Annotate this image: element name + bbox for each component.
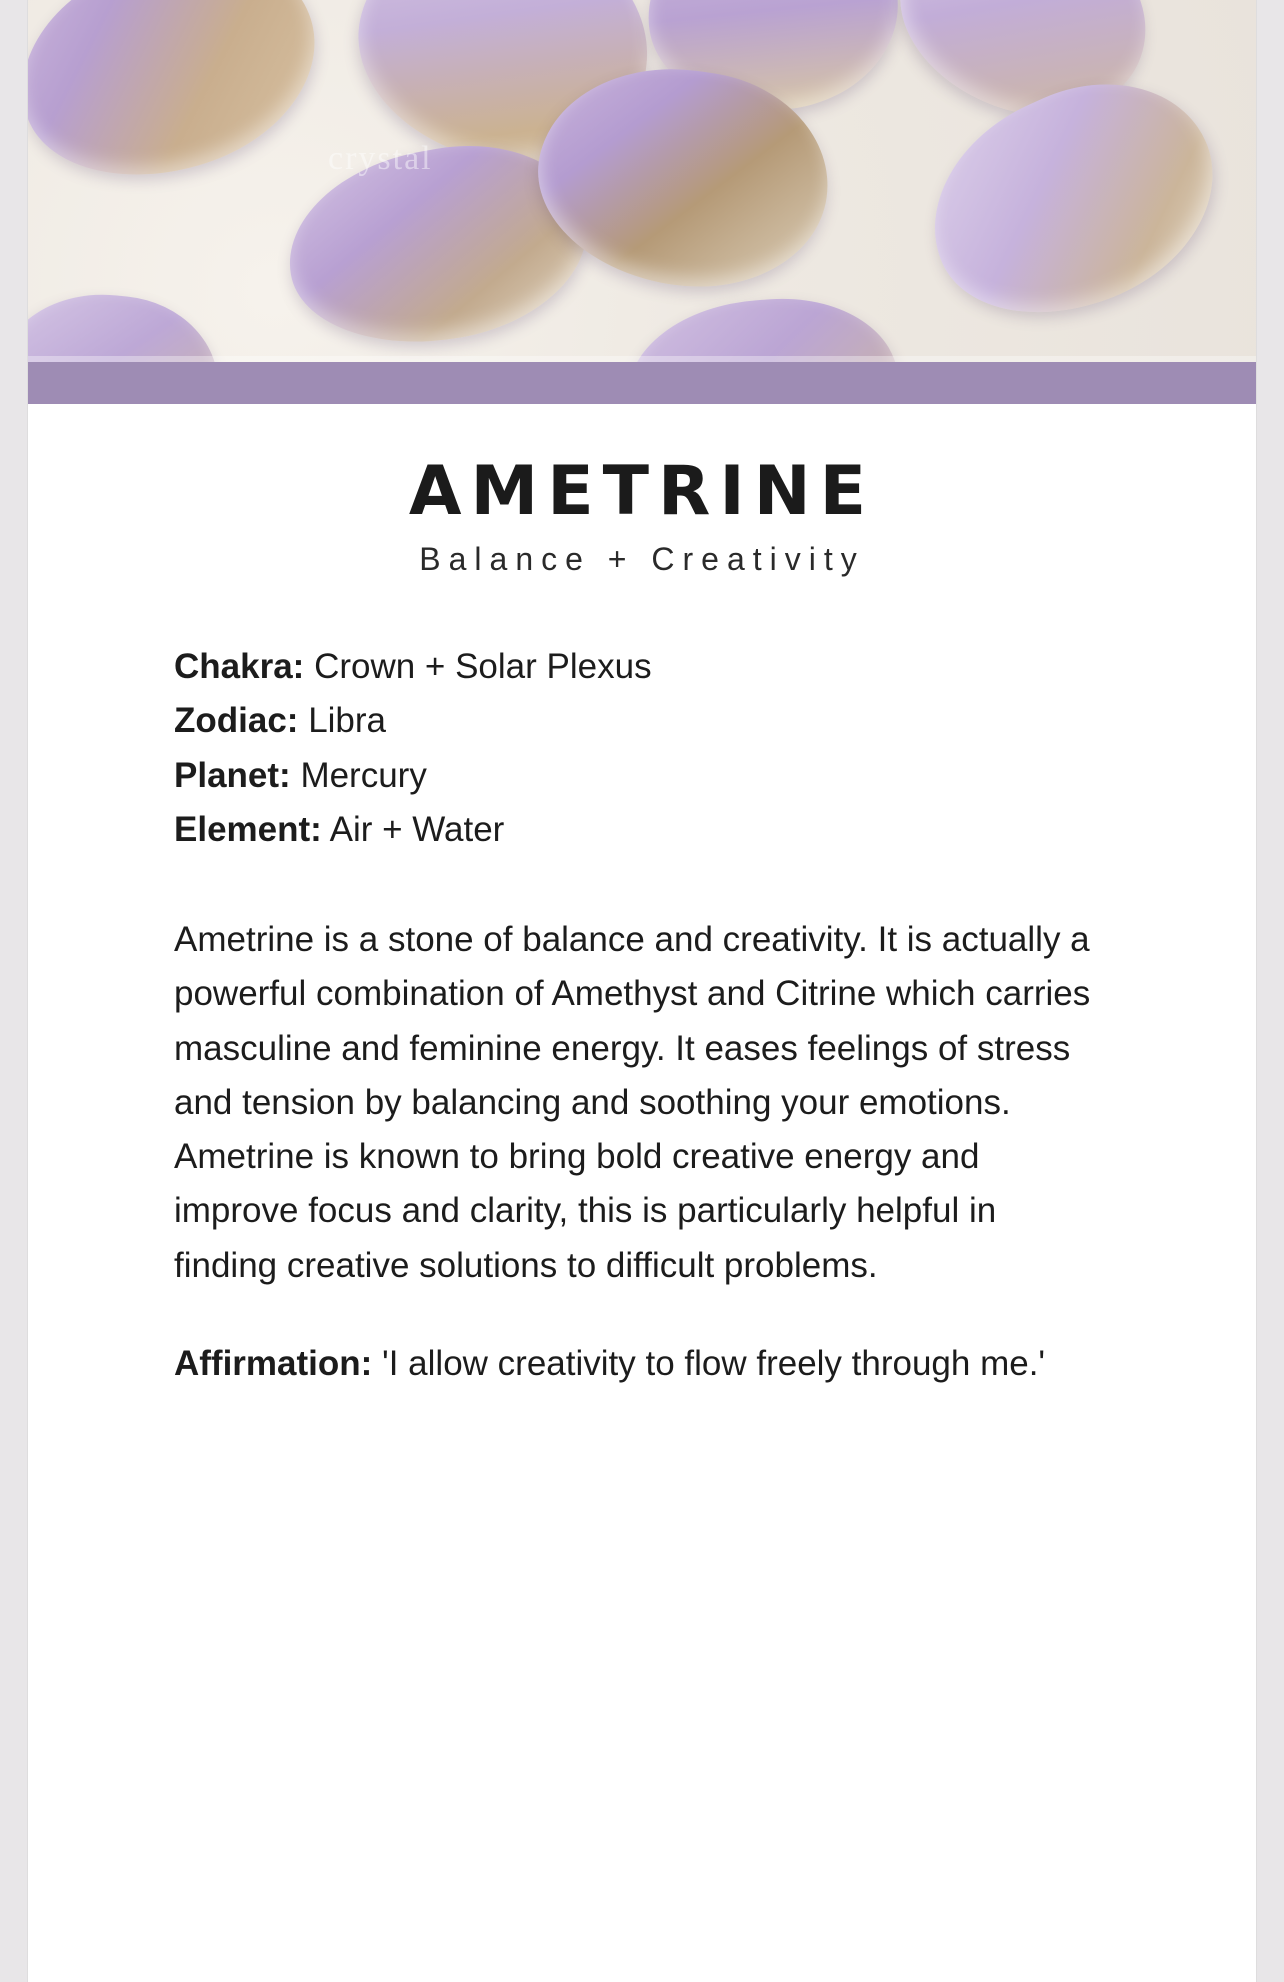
attribute-label: Chakra:	[174, 647, 305, 686]
page-subtitle: Balance + Creativity	[419, 541, 865, 577]
attribute-row-element	[174, 803, 1256, 857]
attribute-list	[28, 640, 1256, 857]
attribute-row-chakra	[174, 640, 1256, 694]
affirmation-label: Affirmation:	[174, 1343, 383, 1383]
affirmation-text: 'I allow creativity to flow freely through me.'	[382, 1343, 1046, 1383]
attribute-value: Mercury	[300, 755, 427, 795]
crystal-info-card	[28, 0, 1256, 1982]
photo-watermark: crystal	[328, 140, 433, 177]
attribute-value: Libra	[308, 701, 387, 741]
attribute-row-zodiac	[174, 694, 1256, 748]
crystal-photo	[28, 0, 1256, 362]
affirmation-block	[28, 1293, 1256, 1391]
attribute-value: Crown + Solar Plexus	[314, 647, 652, 686]
description-text: Ametrine is a stone of balance and creativity. It is actually a powerful combination of Amethyst and Citrine which carries masculine and feminine energy. It eases feelings of stress and tension by balancing and soothing your emotions. Ametrine is known to bring bold creative energy and improve focus and clarity, this is particularly helpful in finding creative solutions to difficult problems.	[174, 920, 1091, 1285]
accent-band	[28, 362, 1256, 404]
attribute-label: Planet:	[174, 755, 291, 795]
attribute-label: Element:	[174, 809, 322, 849]
photo-bottom-edge	[28, 356, 1256, 362]
attribute-value: Air + Water	[329, 809, 505, 849]
card-content	[28, 404, 1256, 1391]
attribute-row-planet	[174, 749, 1256, 803]
page-title: AMETRINE	[408, 452, 876, 531]
attribute-label: Zodiac:	[174, 701, 299, 741]
